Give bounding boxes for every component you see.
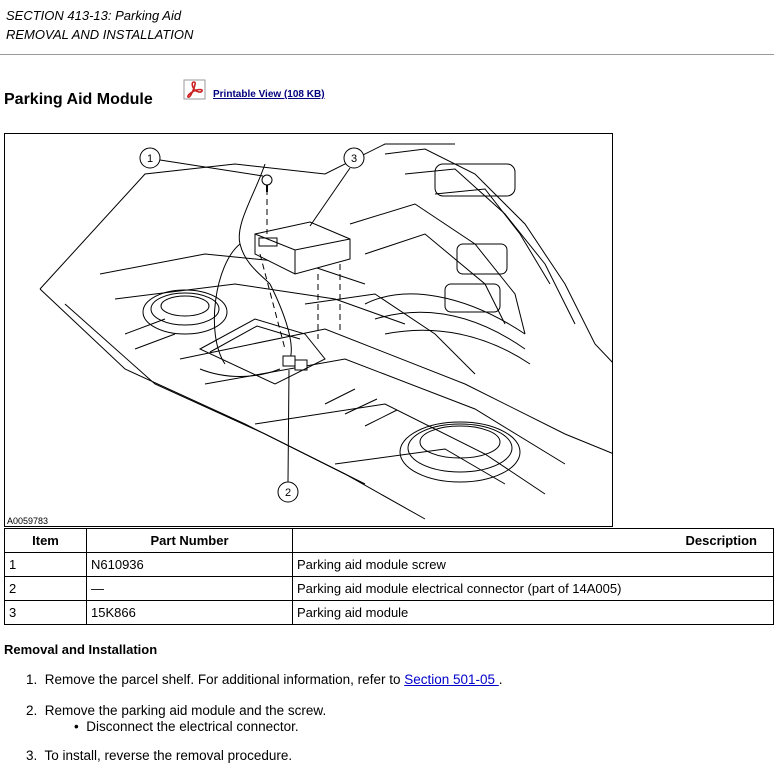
bullet-icon: •	[74, 719, 79, 734]
step-2	[26, 703, 326, 718]
step-text: Remove the parking aid module and the screw.	[44, 703, 327, 718]
part-number-cell: 15K866	[87, 601, 293, 625]
description-cell: Parking aid module screw	[293, 553, 774, 577]
callout-2	[278, 370, 298, 502]
step-1	[26, 672, 503, 687]
section-501-05-link[interactable]: Section 501-05	[404, 672, 499, 687]
table-row	[5, 553, 774, 577]
figure-id: A0059783	[7, 516, 49, 526]
step-text: Remove the parcel shelf. For additional information, refer to	[44, 672, 405, 687]
table-row	[5, 577, 774, 601]
item-cell: 3	[5, 601, 87, 625]
item-cell: 1	[5, 553, 87, 577]
page-title: Parking Aid Module	[4, 91, 153, 108]
section-subtitle: REMOVAL AND INSTALLATION	[6, 27, 194, 42]
col-part-number-header: Part Number	[87, 529, 293, 553]
part-number-cell: —	[87, 577, 293, 601]
description-cell: Parking aid module	[293, 601, 774, 625]
header-divider	[0, 54, 774, 55]
printable-view-link[interactable]: Printable View (108 KB)	[213, 89, 325, 100]
step-2-bullet	[74, 719, 299, 734]
description-cell: Parking aid module electrical connector (part of 14A005)	[293, 577, 774, 601]
parts-table	[4, 528, 774, 625]
step-number: 3.	[26, 748, 38, 763]
section-header	[6, 6, 193, 44]
parking-aid-diagram	[4, 133, 613, 527]
pdf-icon[interactable]	[183, 79, 206, 100]
callout-3-label: 3	[350, 153, 358, 165]
callout-1-label: 1	[146, 153, 154, 165]
step-text: To install, reverse the removal procedure.	[44, 748, 293, 763]
table-row	[5, 601, 774, 625]
section-title: SECTION 413-13: Parking Aid	[6, 8, 182, 23]
col-description-header: Description	[293, 529, 774, 553]
procedure-heading: Removal and Installation	[4, 642, 158, 657]
col-item-header: Item	[5, 529, 87, 553]
step-number: 1.	[26, 672, 38, 687]
step-text-tail: .	[498, 672, 503, 687]
part-number-cell: N610936	[87, 553, 293, 577]
diagram-drawing	[5, 134, 613, 527]
callout-1	[140, 148, 263, 176]
table-header-row	[5, 529, 774, 553]
step-3	[26, 748, 292, 763]
step-number: 2.	[26, 703, 38, 718]
bullet-text: Disconnect the electrical connector.	[86, 719, 299, 734]
item-cell: 2	[5, 577, 87, 601]
callout-2-label: 2	[284, 487, 292, 499]
